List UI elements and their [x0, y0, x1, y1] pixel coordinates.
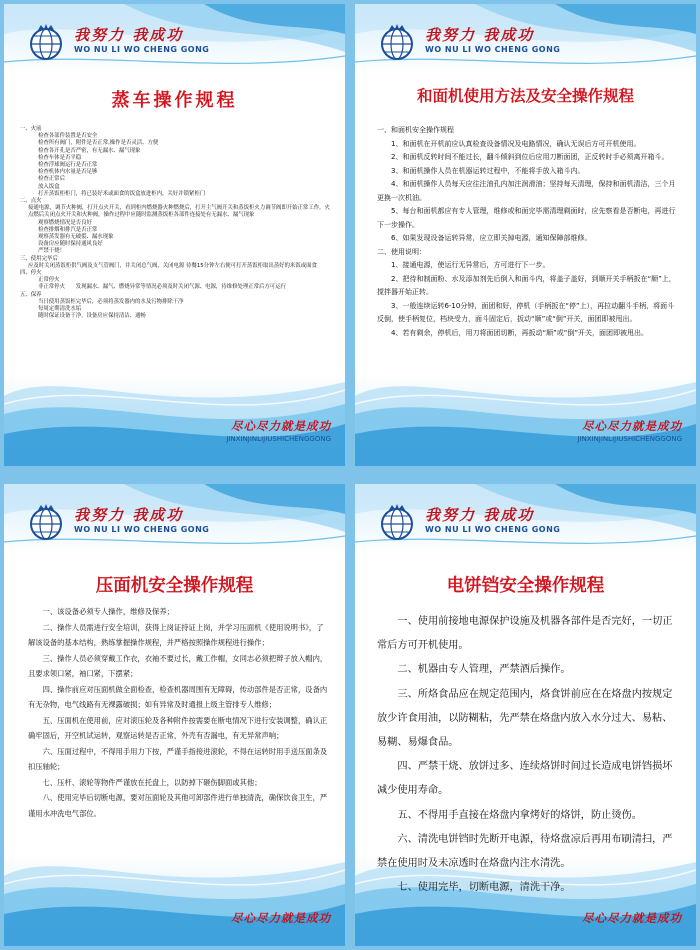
panel-footer	[582, 910, 682, 926]
panel-title: 和面机使用方法及安全操作规程	[416, 87, 634, 105]
rule-line: 检查车体是否平稳	[38, 154, 82, 161]
rule-line: 设备房应随时保持通风良好	[38, 241, 103, 248]
rule-line: 2、把待和制面粉、水及添加剂先后倒入和面斗内，将盖子盖好，到顺开关手柄扳在“顺”上，搅拌器开始正转。	[377, 274, 676, 296]
rule-line: 非正常停火 发现漏水、漏气、燃烧异常等情况必须及时关闭气源、电源，待维修处理正常后方可运行	[38, 284, 286, 291]
panel-steamer	[4, 4, 345, 466]
rule-line: 每周定期清洗水垢	[38, 306, 82, 313]
footer-slogan: 尽心尽力就是成功	[582, 911, 682, 925]
rule-line: 3、一般连续运转6-10分钟，面团和好，停机（手柄扳在“停”上），再拉动翻斗手柄，将面斗反倒，使手柄复位，档块受力，面斗固定后，扳动“顺”或“倒”开关，面团即被甩出。	[377, 301, 675, 323]
header-pinyin: WO NU LI WO CHENG GONG	[425, 45, 561, 54]
panel-title: 电饼铛安全操作规程	[446, 576, 605, 596]
footer-slogan: 尽心尽力就是成功	[231, 911, 331, 925]
rule-line: 6、如果发现设备运转异常，应立即关掉电源，通知保障部维修。	[391, 234, 592, 242]
rule-line: 严禁干烧！	[38, 248, 65, 255]
rule-line: 随时保证设备干净，设备房应保持清洁、通畅	[38, 313, 146, 320]
panel-header	[12, 18, 332, 66]
rule-line: 三、所烙食品应在规定范围内，烙食饼前应在在烙盘内按规定放少许食用油，以防糊粘，先严禁在烙盘内放入水分过大、易粘、易糊、易爆食品。	[377, 688, 673, 749]
rule-line: 当日使用蒸饭柜完毕后，必须将蒸发器内的水及污物排除干净	[38, 298, 184, 305]
crown-globe-logo-icon	[377, 22, 417, 62]
rule-line: 检查各部件装置是否安全	[38, 133, 98, 140]
rule-line: 五、不得用手直接在烙盘内拿烤好的烙饼，防止烫伤。	[397, 809, 642, 821]
panel-body	[377, 610, 679, 900]
rule-line: 四、严禁干烧、放饼过多、连续烙饼时间过长造成电饼铛损坏减少使用寿命。	[377, 761, 673, 797]
rule-line: 一、该设备必须专人操作，维修及保养；	[42, 607, 174, 616]
rule-line: 六、清洗电饼铛时先断开电源，待烙盘凉后再用布刷清扫，严禁在使用时及未凉透时在烙盘内注水清洗。	[377, 833, 673, 870]
rule-line: 七、压杆、滚轮等物件严谨放在托盘上，以防掉下砸伤脚面或其他；	[42, 777, 262, 787]
rule-line: 五、压面机在使用前，应对滚压轮及各种附件按需要在断电情况下进行安装调整，确认正确牢固后，开空机试运转，观察运转是否正常，外壳有否漏电，有无异常声响；	[28, 715, 328, 740]
rule-line: 一、使用前接地电源保护设施及机器各部件是否完好，一切正常后方可开机使用。	[377, 616, 673, 652]
rule-line: 检查机体内水量是否足够	[38, 169, 98, 176]
header-slogan: 我努力 我成功	[74, 506, 184, 524]
panel-header	[363, 18, 683, 66]
crown-globe-logo-icon	[26, 22, 66, 62]
header-pinyin: WO NU LI WO CHENG GONG	[425, 525, 561, 534]
panel-header	[12, 498, 332, 546]
rule-line: 一、和面机安全操作规程	[377, 126, 454, 134]
rule-line: 3、和面机操作人员在机器运转过程中，不能将手放入箱斗内。	[391, 166, 585, 175]
rule-line: 三、使用完毕后	[20, 255, 58, 262]
rule-line: 接通电源，调节火种阀，打开点火开关，看到柜内燃烧器火种燃烧后，打开主气阀开关和蒸饭柜火力调节阀即开始正常工作。火点燃后关闭点火开关和火种阀，操作过程中应随时监测蒸饭柜各部件连接处有无漏水、漏气现象	[28, 205, 330, 219]
rule-line: 4、和面机操作人员每天应往注油孔内加注润滑油；坚持每天清理，保持和面机清洁，三个月更换一次机油。	[377, 180, 676, 202]
rule-line: 4、若有剩余，停机后，用刀将面团切断，再扳动“顺”或“倒”开关，面团即被甩出。	[391, 328, 648, 337]
panel-footer	[577, 418, 682, 443]
rule-line: 二、点火	[20, 198, 42, 205]
rule-line: 七、使用完毕，切断电源，清洗干净。	[397, 882, 571, 894]
rule-line: 四、停火	[20, 270, 42, 277]
footer-slogan: 尽心尽力就是成功	[582, 419, 682, 433]
rule-line: 观察燃烧情况是否良好	[38, 219, 92, 226]
footer-pinyin: JINXINJINLIJIUSHICHENGGONG	[577, 435, 682, 443]
crown-globe-logo-icon	[26, 502, 66, 542]
header-pinyin: WO NU LI WO CHENG GONG	[74, 45, 210, 54]
panel-footer	[231, 910, 331, 926]
header-slogan: 我努力 我成功	[74, 26, 184, 44]
rule-line: 二、机器由专人管理，严禁酒后操作。	[397, 664, 571, 676]
rule-line: 应及时关闭蒸饭柜供气阀及支气管阀门，并关闭总气阀，关闭电源 待餐15分钟左右便可打开蒸饭柜取出蒸好的米饭或面食	[28, 262, 317, 269]
crown-globe-logo-icon	[377, 502, 417, 542]
footer-slogan: 尽心尽力就是成功	[231, 419, 331, 433]
panel-title: 蒸车操作规程	[111, 90, 238, 111]
header-slogan: 我努力 我成功	[425, 26, 535, 44]
rule-line: 五、保养	[20, 291, 42, 298]
rule-line: 1、接通电源，使运行无异常后，方可进行下一步。	[391, 261, 550, 269]
panel-dough-mixer	[355, 4, 696, 466]
rule-line: 放入饭盒	[38, 183, 60, 190]
rule-line: 1、和面机在开机前应认真检查设备情况及电路情况，确认无误后方可开机使用。	[391, 139, 641, 148]
rule-line: 观察蒸发器有无破裂、漏水现象	[38, 234, 114, 241]
rule-line: 正常停火	[38, 277, 60, 284]
rule-line: 二、操作人员需进行安全培训，获得上岗证持证上岗，并学习压面机《使用说明书》，了解该设备的基本结构，熟练掌握操作规程，并严格按照操作规程进行操作；	[28, 622, 324, 647]
rule-line: 一、火前	[20, 126, 42, 132]
panel-body	[377, 124, 677, 340]
rule-line: 检查所有阀门，附件是否正常,操作是否灵活、方便	[38, 140, 159, 147]
header-pinyin: WO NU LI WO CHENG GONG	[74, 525, 210, 534]
rule-line: 四、操作前应对压面机做全面检查，检查机器周围有无障碍，传动部件是否正常，设备内有无杂物，电气线路有无裸露破损；如有异常及时通报上级主管排专人维修；	[28, 684, 328, 709]
panel-footer	[226, 418, 331, 443]
panel-header	[363, 498, 683, 546]
rule-line: 二、使用说明：	[377, 247, 426, 256]
rule-line: 检查浮球阀运行是否正常	[38, 162, 98, 169]
panel-title: 压面机安全操作规程	[95, 576, 254, 596]
header-slogan: 我努力 我成功	[425, 506, 535, 524]
rule-line: 八、使用完毕后切断电源，要对压面轮及其他可卸部件进行单独清洗，确保饮食卫生，严谨用水冲洗电气部位。	[28, 793, 328, 818]
panel-noodle-press	[4, 484, 345, 946]
rule-line: 打开蒸饭柜柜门，将已装好米或面食的饭盒放进柜内，关好并锁紧柜门	[38, 190, 206, 197]
rule-line: 2、和面机反转时间不能过长，翻斗倾斜到位后应用刀断面团，正反转时手必须离开箱斗。	[391, 153, 669, 161]
panel-body	[20, 126, 332, 320]
rule-line: 检查正常后	[38, 176, 65, 183]
rule-line: 5、每台和面机都应有专人管理，维修或和面完毕需清理剩面时，应先察看是否断电，再进行下一步操作。	[377, 207, 676, 229]
rule-line: 三、操作人员必须穿戴工作衣，衣袖不要过长，戴工作帽，女同志必须把辫子放入帽内，且要求领口紧，袖口紧，下摆紧；	[28, 653, 328, 678]
rule-line: 六、压面过程中，不得用手用力下按，严谨手指接进滚轮，不得在运转时用手送压面条及扣压轴轮；	[28, 746, 328, 771]
footer-pinyin: JINXINJINLIJIUSHICHENGGONG	[226, 435, 331, 443]
rule-line: 检查排烟和排汽是否正常	[38, 226, 98, 233]
panel-griddle	[355, 484, 696, 946]
panel-body	[28, 604, 328, 821]
rule-line: 检查各开孔是否严密，有无漏水、漏气现象	[38, 147, 141, 154]
